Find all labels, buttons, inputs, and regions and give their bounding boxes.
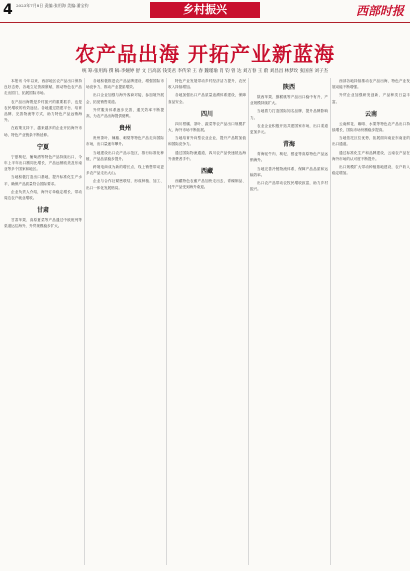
body-paragraph: 出口农产品带动农牧民增收致富，助力乡村振兴。 xyxy=(250,181,328,192)
body-paragraph: 企业与合作社紧密联结，形成种植、加工、出口一体化发展格局。 xyxy=(86,179,164,190)
region-heading: 宁夏 xyxy=(36,143,49,151)
region-heading: 西藏 xyxy=(200,168,213,176)
article-headline: 农产品出海 开拓产业新蓝海 xyxy=(75,42,335,66)
body-paragraph: 贵州茶叶、辣椒、刺梨等特色产品走向国际市场，出口量逐年攀升。 xyxy=(86,136,164,147)
section-tag: 乡村振兴 xyxy=(150,2,260,18)
column-divider xyxy=(248,78,249,565)
body-paragraph: 青海牦牛肉、枸杞、藜麦等高原特色产品远销海外。 xyxy=(250,152,328,163)
body-paragraph: 跨境电商成为新的增长点，线上销售带动更多农产品走出大山。 xyxy=(86,165,164,176)
article-column-5 xyxy=(332,78,410,565)
body-paragraph: 外贸企业加强研发创新，产品种类日益丰富。 xyxy=(332,93,410,104)
body-paragraph: 特色产业发展带动乡村经济活力提升，农民收入持续增加。 xyxy=(168,79,246,90)
article-column-3 xyxy=(168,78,246,565)
body-paragraph: 出口企业加强与海外客商对接，参加境外展会，拓宽销售渠道。 xyxy=(86,93,164,104)
body-paragraph: 通过标准化生产和品牌建设，云南农产品在海外市场的认可度不断提升。 xyxy=(332,150,410,161)
body-paragraph: 出口规模扩大带动种植基地建设，农户收入稳定增加。 xyxy=(332,165,410,176)
masthead-logo: 西部时报 xyxy=(355,4,404,18)
region-heading: 云南 xyxy=(364,110,377,118)
body-paragraph: 各地加强出口产品质量追溯体系建设，保障食品安全。 xyxy=(168,93,246,104)
page-number: 4 xyxy=(3,2,13,18)
region-heading: 青海 xyxy=(282,141,295,149)
header-divider xyxy=(0,22,410,23)
body-paragraph: 陕西苹果、猕猴桃等产品出口稳中有升，产业规模持续扩大。 xyxy=(250,95,328,106)
body-paragraph: 外贸服务体系逐步完善，通关效率不断提高，为农产品出海提供便利。 xyxy=(86,107,164,119)
article-byline: 统 筹:张用海 撰 稿:李婉婷 舒 文 吕高富 钱雯君 李传荣 王 春 魏瑾瑜 肖 钧 曾 达 刘万春 王 蔚 刘昌昌 林梦玫 张国喜 刘子杰 xyxy=(82,69,328,74)
body-paragraph: 甘肃苹果、高原夏菜等产品通过中欧班列等渠道运往海外，外贸规模稳步扩大。 xyxy=(4,218,82,229)
column-divider xyxy=(166,78,167,565)
article-column-1 xyxy=(4,78,82,565)
article-column-2 xyxy=(86,78,164,565)
body-paragraph: 通过国际物流通道，四川农产品快速抵达海外消费者手中。 xyxy=(168,150,246,161)
article-column-4 xyxy=(250,78,328,565)
region-heading: 甘肃 xyxy=(36,207,49,215)
body-paragraph: 西藏特色农畜产品加快走出去，青稞制品、牦牛产品受到海外欢迎。 xyxy=(168,179,246,190)
body-paragraph: 各地积极推进农产品品牌建设，增强国际市场竞争力，推动产业提质增效。 xyxy=(86,79,164,90)
issue-info: 2023年7月8日 责编:张用海 美编:潘宝钧 xyxy=(16,3,89,8)
body-paragraph: 在政策支持下，越来越多的企业开拓海外市场，特色产业链条不断延伸。 xyxy=(4,126,82,137)
body-paragraph: 农产品出海既是乡村振兴的重要抓手，也是农民增收的有效途径。各地通过搭建平台、培育品牌、完善物流等方式，助力特色产品远销海外。 xyxy=(4,99,82,123)
body-paragraph: 当地培育外向型农业企业，提升产品附加值和国际竞争力。 xyxy=(168,136,246,147)
body-paragraph: 西部各地持续推动农产品出海，特色产业发展动能不断增强。 xyxy=(332,79,410,90)
body-paragraph: 当地依托区位优势，拓展面向南亚东南亚的出口通道。 xyxy=(332,136,410,147)
region-heading: 陕西 xyxy=(282,84,295,91)
body-paragraph: 当地着力打造国际知名品牌，提升品牌影响力。 xyxy=(250,109,328,120)
column-divider xyxy=(330,78,331,565)
page-header xyxy=(0,0,410,22)
body-paragraph: 宁夏枸杞、葡萄酒等特色产品持续出口，今年上半年出口额同比增长，产品远销欧美及东南亚等多个国家和地区。 xyxy=(4,154,82,172)
body-paragraph: 当地建设出口农产品示范区，推行标准化种植，产品品质稳步提升。 xyxy=(86,150,164,161)
body-paragraph: 当地积极打造出口基地，提升标准化生产水平，确保产品质量符合国际要求。 xyxy=(4,175,82,186)
region-heading: 贵州 xyxy=(118,125,131,133)
column-divider xyxy=(84,78,85,565)
body-paragraph: 农业企业积极开拓共建国家市场，出口渠道更加多元。 xyxy=(250,123,328,135)
region-heading: 四川 xyxy=(200,110,213,118)
body-paragraph: 四川柑橘、茶叶、蔬菜等农产品出口规模扩大，海外市场不断拓展。 xyxy=(168,121,246,133)
body-paragraph: 企业负责人介绍，海外订单稳定增长，带动周边农户就业增收。 xyxy=(4,189,82,201)
body-paragraph: 本报讯 今年以来，西部地区农产品出口保持良好态势，各地立足资源禀赋，推动特色农产品走出国门，拓展国际市场。 xyxy=(4,79,82,96)
body-paragraph: 当地完善冷链物流体系，保障产品品质和运输效率。 xyxy=(250,166,328,177)
body-paragraph: 云南鲜花、咖啡、水果等特色农产品出口持续增长，国际市场份额稳步提高。 xyxy=(332,121,410,133)
